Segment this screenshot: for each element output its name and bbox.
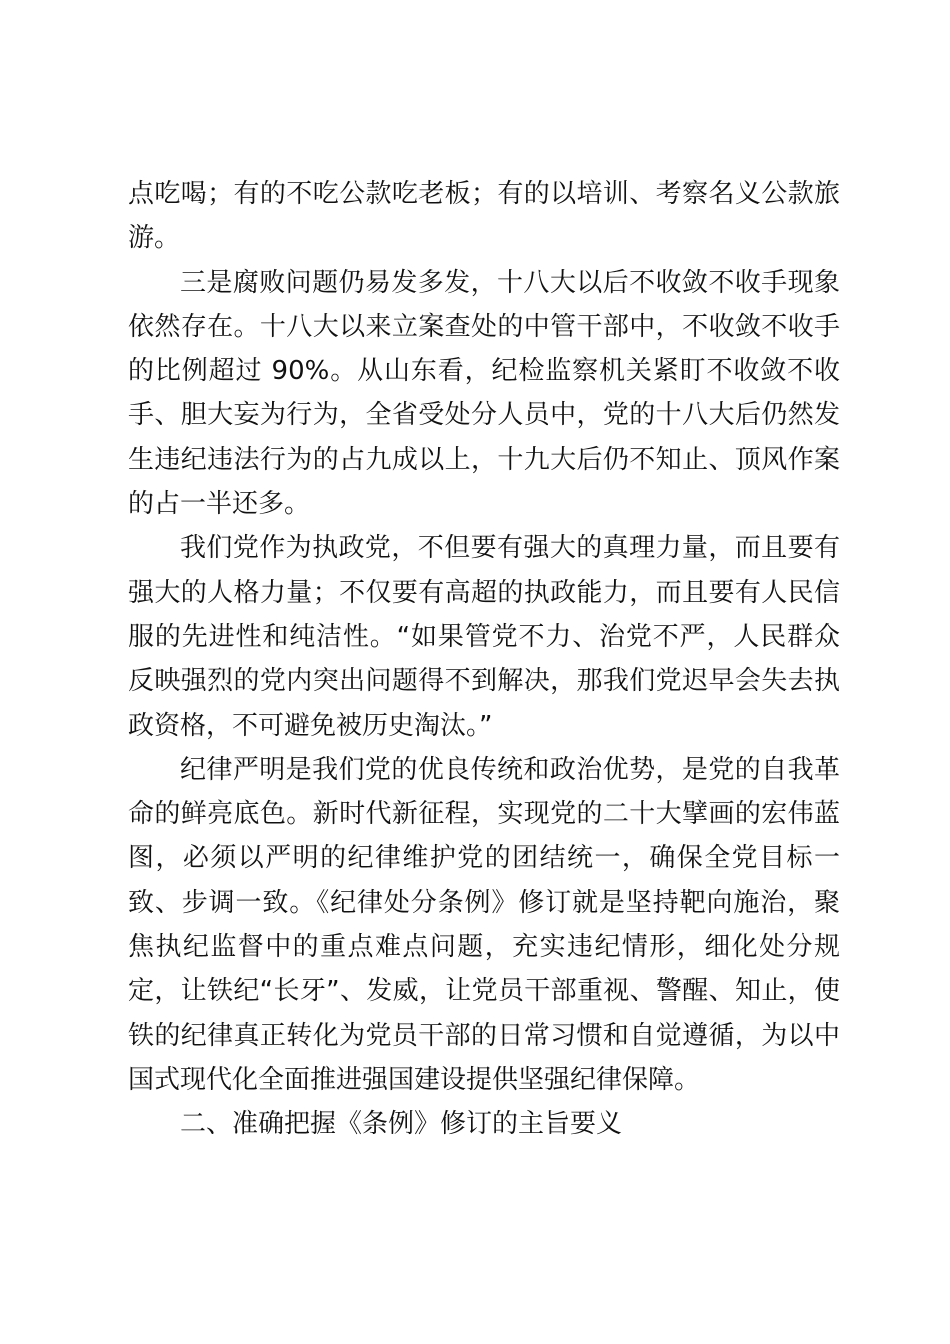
document-page [128,172,840,1147]
paragraph-discipline: 纪律严明是我们党的优良传统和政治优势，是党的自我革命的鲜亮底色。新时代新征程，实现党的二十大擘画的宏伟蓝图，必须以严明的纪律维护党的团结统一，确保全党目标一致、步调一致。《纪律处分条例》修订就是坚持靶向施治，聚焦执纪监督中的重点难点问题，充实违纪情形，细化处分规定，让铁纪“长牙”、发威，让党员干部重视、警醒、知止，使铁的纪律真正转化为党员干部的日常习惯和自觉遵循，为以中国式现代化全面推进强国建设提供坚强纪律保障。 [128,754,840,1095]
paragraph-ruling-party: 我们党作为执政党，不但要有强大的真理力量，而且要有强大的人格力量；不仅要有高超的执政能力，而且要有人民信服的先进性和纯洁性。“如果管党不力、治党不严，人民群众反映强烈的党内突出问题得不到解决，那我们党迟早会失去执政资格，不可避免被历史淘汰。” [128,533,840,741]
paragraph-corruption-issues: 三是腐败问题仍易发多发，十八大以后不收敛不收手现象依然存在。十八大以来立案查处的中管干部中，不收敛不收手的比例超过 90%。从山东看，纪检监察机关紧盯不收敛不收手、胆大妄为行为，全省受处分人员中，党的十八大后仍然发生违纪违法行为的占九成以上，十九大后仍不知止、顶风作案的占一半还多。 [128,267,840,520]
section-heading: 二、准确把握《条例》修订的主旨要义 [180,1109,623,1140]
paragraph-continuation: 点吃喝；有的不吃公款吃老板；有的以培训、考察名义公款旅游。 [128,179,840,254]
